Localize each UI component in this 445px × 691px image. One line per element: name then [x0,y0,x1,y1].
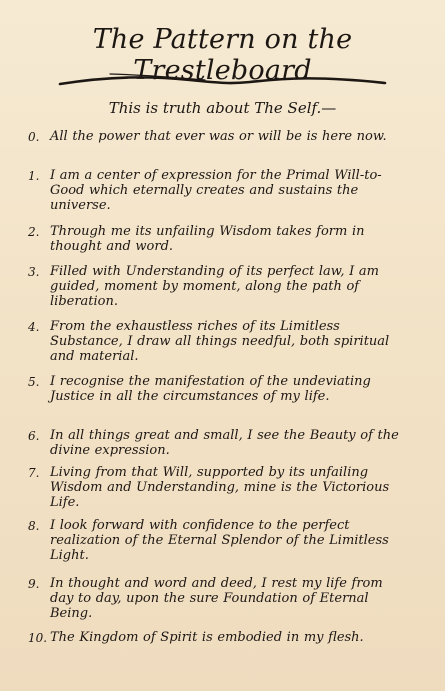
item-text: I recognise the manifestation of the undeviating Justice in all the circumstances of my life. [50,374,371,404]
item-number: 10. [28,631,48,645]
page-title: The Pattern on the Trestleboard [92,24,353,86]
item-text: Through me its unfailing Wisdom takes form in thought and word. [50,224,365,254]
item-number: 5. [28,375,40,389]
item-number: 4. [28,320,40,334]
item-number: 9. [28,577,40,591]
item-text: From the exhaustless riches of its Limitless Substance, I draw all things needful, both spiritual and material. [50,319,390,364]
item-number: 7. [28,466,40,480]
item-number: 3. [28,265,40,279]
item-text: All the power that ever was or will be is here now. [50,129,387,144]
intro-line: This is truth about The Self.— [108,99,337,117]
item-number: 1. [28,169,40,183]
item-text: In thought and word and deed, I rest my life from day to day, upon the sure Foundation of Eternal Being. [50,576,383,621]
item-text: I am a center of expression for the Primal Will-to-Good which eternally creates and sustains the universe. [50,168,382,213]
item-number: 6. [28,429,40,443]
item-text: Filled with Understanding of its perfect law, I am guided, moment by moment, along the path of liberation. [50,264,379,309]
item-number: 0. [28,130,40,144]
item-text: In all things great and small, I see the Beauty of the divine expression. [50,428,399,458]
item-text: The Kingdom of Spirit is embodied in my flesh. [50,630,364,645]
item-number: 8. [28,519,40,533]
item-number: 2. [28,225,40,239]
item-text: I look forward with confidence to the perfect realization of the Eternal Splendor of the Limitless Light. [50,518,389,563]
item-text: Living from that Will, supported by its unfailing Wisdom and Understanding, mine is the Victorious Life. [50,465,390,510]
